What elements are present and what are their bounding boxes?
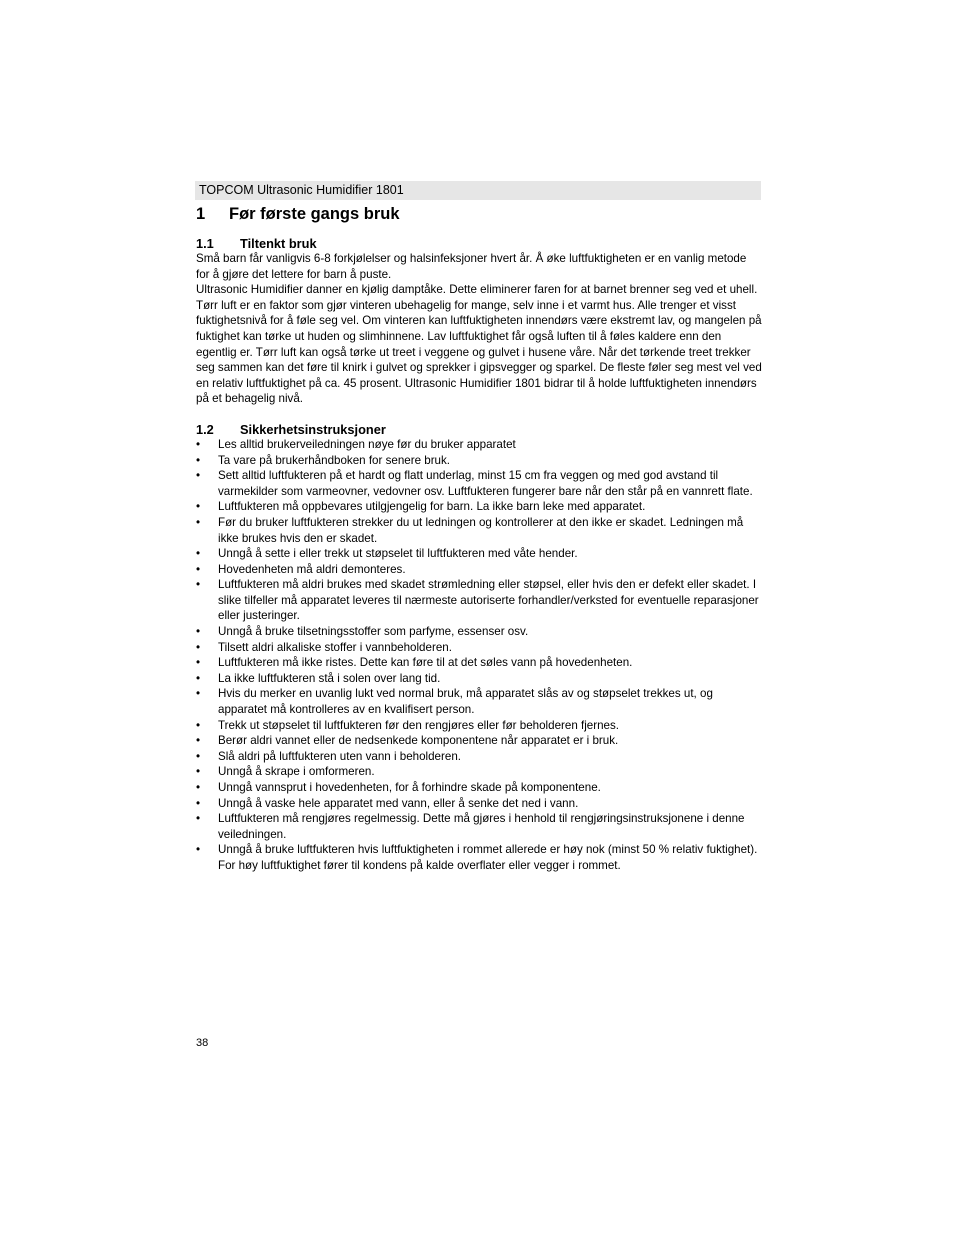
section-1-1-heading (196, 236, 762, 251)
bullet-icon: • (196, 500, 201, 514)
list-item (196, 749, 762, 765)
page-content (196, 203, 762, 874)
list-item-text: Berør aldri vannet eller de nedsenkede komponentene når apparatet er i bruk. (218, 734, 619, 748)
running-header-title: TOPCOM Ultrasonic Humidifier 1801 (199, 183, 404, 197)
section-1-1-title: Tiltenkt bruk (240, 236, 317, 251)
list-item (196, 796, 762, 812)
list-item (196, 842, 762, 873)
safety-instructions-list (196, 437, 762, 874)
list-item-text: Ta vare på brukerhåndboken for senere bruk. (218, 453, 451, 467)
bullet-icon: • (196, 843, 201, 857)
section-1-2-number: 1.2 (196, 421, 214, 437)
list-item (196, 733, 762, 749)
bullet-icon: • (196, 671, 201, 685)
bullet-icon: • (196, 469, 201, 483)
section-1-title: Før første gangs bruk (229, 205, 400, 223)
bullet-icon: • (196, 640, 201, 654)
list-item-text: Slå aldri på luftfukteren uten vann i beholderen. (218, 749, 461, 763)
section-1-number: 1 (196, 205, 206, 223)
list-item (196, 515, 762, 546)
list-item-text: Luftfukteren må rengjøres regelmessig. Dette må gjøres i henhold til rengjøringsinstruksjonene i denne veiledningen. (218, 812, 745, 841)
list-item (196, 764, 762, 780)
list-item (196, 655, 762, 671)
section-1-1-number: 1.1 (196, 236, 214, 251)
bullet-icon: • (196, 781, 201, 794)
list-item-text: Unngå å sette i eller trekk ut støpselet til luftfukteren med våte hender. (218, 547, 578, 561)
bullet-icon: • (196, 578, 201, 592)
list-item-text: Les alltid brukerveiledningen nøye før du bruker apparatet (218, 437, 516, 451)
bullet-icon: • (196, 547, 201, 561)
bullet-icon: • (196, 812, 201, 826)
bullet-icon: • (196, 796, 201, 810)
page-number: 38 (196, 1037, 209, 1049)
list-item (196, 811, 762, 842)
list-item-text: La ikke luftfukteren stå i solen over lang tid. (218, 671, 441, 685)
list-item (196, 624, 762, 640)
bullet-icon: • (196, 625, 201, 639)
list-item (196, 499, 762, 515)
section-1-heading (196, 203, 762, 225)
list-item (196, 686, 762, 717)
list-item-text: Luftfukteren må ikke ristes. Dette kan føre til at det søles vann på hovedenheten. (218, 656, 633, 670)
list-item-text: Luftfukteren må aldri brukes med skadet strømledning eller støpsel, eller hvis den er defekt eller skadet. I slike tilfeller må apparatet leveres til nærmeste autoriserte forhandler/verksted for eventuelle reparasjoner eller justeringer. (218, 578, 759, 623)
bullet-icon: • (196, 562, 201, 576)
list-item-text: Hovedenheten må aldri demonteres. (218, 562, 406, 576)
paragraph: Ultrasonic Humidifier danner en kjølig damptåke. Dette eliminerer faren for at barnet brenner seg ved et uhell. (196, 283, 758, 297)
list-item-text: Unngå vannsprut i hovedenheten, for å forhindre skade på komponentene. (218, 781, 601, 794)
list-item-text: Tilsett aldri alkaliske stoffer i vannbeholderen. (218, 640, 452, 654)
list-item-text: Unngå å vaske hele apparatet med vann, eller å senke det ned i vann. (218, 796, 579, 810)
running-header (195, 181, 761, 200)
list-item-text: Sett alltid luftfukteren på et hardt og flatt underlag, minst 15 cm fra veggen og med god avstand til varmekilder som varmeovner, vedovner osv. Luftfukteren fungerer bare når den står på en vannrett flate. (218, 469, 753, 498)
list-item (196, 640, 762, 656)
list-item-text: Hvis du merker en uvanlig lukt ved normal bruk, må apparatet slås av og støpselet trekkes ut, og apparatet må kontrolleres av en kvalifisert person. (218, 687, 713, 717)
list-item (196, 468, 762, 499)
list-item (196, 562, 762, 578)
bullet-icon: • (196, 453, 201, 467)
section-1-1-body (196, 251, 762, 407)
list-item (196, 780, 762, 796)
list-item (196, 577, 762, 624)
list-item-text: Trekk ut støpselet til luftfukteren før den rengjøres eller før beholderen fjernes. (218, 718, 620, 732)
section-1-2-title: Sikkerhetsinstruksjoner (240, 421, 386, 437)
list-item-text: Luftfukteren må oppbevares utilgjengelig for barn. La ikke barn leke med apparatet. (218, 500, 646, 514)
list-item (196, 437, 762, 453)
section-1-2-heading (196, 422, 762, 437)
bullet-icon: • (196, 656, 201, 670)
bullet-icon: • (196, 718, 201, 732)
bullet-icon: • (196, 765, 201, 779)
bullet-icon: • (196, 734, 201, 748)
list-item (196, 453, 762, 469)
list-item-text: Før du bruker luftfukteren strekker du ut ledningen og kontrollerer at den ikke er skadet. Ledningen må ikke brukes hvis den er skadet. (218, 515, 744, 545)
list-item-text: Unngå å bruke luftfukteren hvis luftfuktigheten i rommet allerede er høy nok (minst 50 % relativ fuktighet). For høy luftfuktighet fører til kondens på kalde overflater eller vegger i rommet. (218, 843, 758, 872)
list-item-text: Unngå å skrape i omformeren. (218, 765, 375, 779)
paragraph: Små barn får vanligvis 6-8 forkjølelser og halsinfeksjoner hvert år. Å øke luftfuktigheten er en vanlig metode for å gjøre det lettere for barn å puste. (196, 252, 747, 281)
bullet-icon: • (196, 687, 201, 701)
paragraph: Tørr luft er en faktor som gjør vinteren ubehagelig for mange, selv inne i et varmt hus. Alle trenger et visst fuktighetsnivå for å føle seg vel. Om vinteren kan luftfuktigheten innendørs være ekstremt lav, og mangelen på fuktighet kan tørke ut huden og slimhinnene. Lav luftfuktighet får også luften til å føles kaldere enn den egentlig er. Tørr luft kan også tørke ut treet i veggene og gulvet i husene våre. Når det tørkende treet trekker seg sammen kan det føre til knirk i gulvet og sprekker i gipsvegger og sparkel. De fleste føler seg mest vel ved en relativ luftfuktighet på ca. 45 prosent. Ultrasonic Humidifier 1801 bidrar til å holde luftfuktigheten innendørs på et behagelig nivå. (196, 298, 762, 406)
list-item (196, 718, 762, 734)
bullet-icon: • (196, 437, 201, 451)
bullet-icon: • (196, 515, 201, 529)
list-item (196, 546, 762, 562)
bullet-icon: • (196, 749, 201, 763)
list-item (196, 671, 762, 687)
list-item-text: Unngå å bruke tilsetningsstoffer som parfyme, essenser osv. (218, 625, 529, 639)
